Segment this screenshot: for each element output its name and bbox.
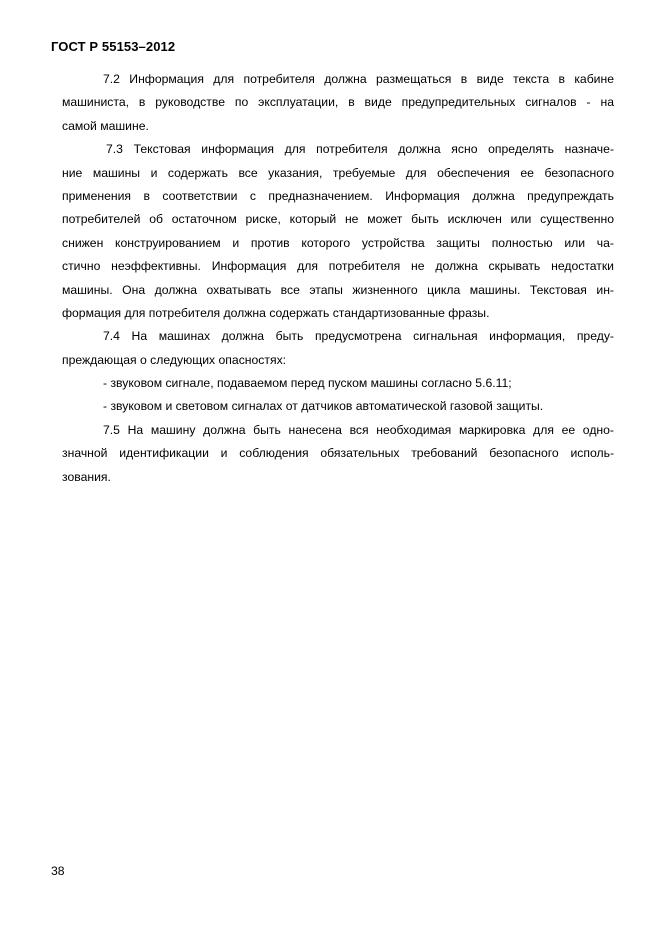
paragraph-7-3-line: ние машины и содержать все указания, требуемые для обеспечения ее безопасного xyxy=(62,165,614,180)
paragraph-7-2-line: самой машине. xyxy=(62,118,149,133)
paragraph-7-3-line: 7.3 Текстовая информация для потребителя должна ясно определять назначе- xyxy=(106,142,614,157)
paragraph-7-5-line: значной идентификации и соблюдения обязательных требований безопасного исполь- xyxy=(62,446,614,461)
paragraph-7-4-line: 7.4 На машинах должна быть предусмотрена сигнальная информация, преду- xyxy=(103,329,614,344)
document-header: ГОСТ Р 55153–2012 xyxy=(51,39,176,54)
paragraph-7-2-line: машиниста, в руководстве по эксплуатации, в виде предупредительных сигналов - на xyxy=(62,95,614,110)
document-body xyxy=(62,68,614,489)
list-item: - звуковом и световом сигналах от датчиков автоматической газовой защиты. xyxy=(103,399,544,414)
paragraph-7-5-line: 7.5 На машину должна быть нанесена вся необходимая маркировка для ее одно- xyxy=(103,422,614,437)
paragraph-7-3-line: формация для потребителя должна содержать стандартизованные фразы. xyxy=(62,305,490,320)
paragraph-7-3-line: снижен конструированием и против которого устройства защиты полностью или ча- xyxy=(62,235,614,250)
page-number: 38 xyxy=(51,864,65,878)
paragraph-7-3-line: применения в соответствии с предназначением. Информация должна предупреждать xyxy=(62,188,614,203)
paragraph-7-3-line: потребителей об остаточном риске, который не может быть исключен или существенно xyxy=(62,212,614,227)
paragraph-7-2-line: 7.2 Информация для потребителя должна размещаться в виде текста в кабине xyxy=(103,72,614,86)
paragraph-7-4-line: преждающая о следующих опасностях: xyxy=(62,352,287,367)
paragraph-7-3-line: стично неэффективны. Информация для потребителя не должна скрывать недостатки xyxy=(62,259,614,274)
paragraph-7-5-line: зования. xyxy=(62,469,111,484)
paragraph-7-3-line: машины. Она должна охватывать все этапы жизненного цикла машины. Текстовая ин- xyxy=(62,282,614,297)
list-item: - звуковом сигнале, подаваемом перед пуском машины согласно 5.6.11; xyxy=(103,376,512,391)
